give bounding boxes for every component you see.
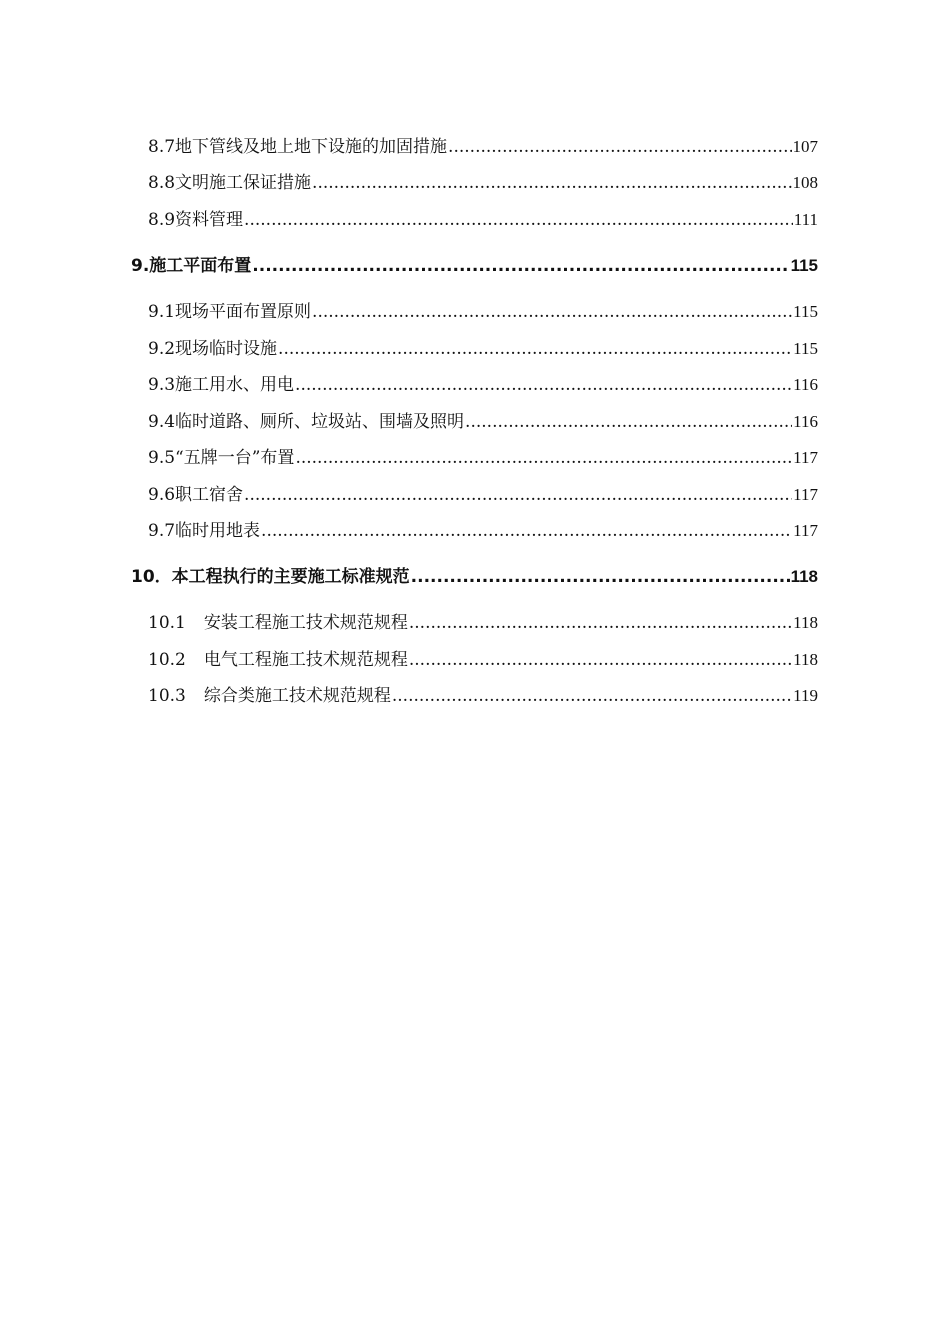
toc-entry-title: 临时道路、厕所、垃圾站、围墙及照明: [175, 412, 465, 432]
toc-entry-page: 107: [792, 137, 818, 156]
toc-entry-number: 10.2: [148, 650, 186, 670]
toc-entry-9-1[interactable]: [148, 301, 818, 323]
toc-entry-9-3[interactable]: [148, 374, 818, 396]
toc-entry-number: 9.5: [148, 448, 176, 468]
toc-entry-page: 115: [793, 339, 818, 358]
toc-entry-title: “五牌一台”布置: [175, 448, 295, 468]
toc-entry-number: 8.9: [148, 210, 176, 230]
toc-dot-leader: [312, 301, 792, 323]
toc-entry-page: 115: [793, 302, 818, 321]
toc-dot-leader: [409, 612, 792, 634]
toc-entry-number: 9.: [131, 256, 150, 276]
toc-entry-page: 118: [793, 613, 818, 632]
toc-entry-number: 9.2: [148, 339, 176, 359]
toc-entry-number: 10．: [131, 567, 172, 587]
toc-entry-title: 施工用水、用电: [175, 375, 295, 395]
toc-entry-title: 本工程执行的主要施工标准规范: [171, 567, 410, 587]
toc-entry-number: 9.4: [148, 412, 176, 432]
toc-entry-10-3[interactable]: [148, 685, 818, 707]
toc-entry-number: 9.1: [148, 302, 176, 322]
toc-entry-number: 8.8: [148, 173, 176, 193]
toc-entry-page: 118: [790, 567, 818, 586]
toc-entry-page: 116: [793, 412, 818, 431]
toc-dot-leader: [295, 447, 792, 469]
toc-dot-leader: [261, 520, 792, 542]
toc-dot-leader: [465, 411, 792, 433]
toc-entry-title: 现场平面布置原则: [175, 302, 312, 322]
toc-entry-8-9[interactable]: [148, 209, 818, 231]
toc-entry-title: 职工宿舍: [175, 485, 244, 505]
toc-entry-title: 文明施工保证措施: [175, 173, 312, 193]
toc-entry-9[interactable]: [131, 255, 818, 277]
toc-entry-title: 临时用地表: [175, 521, 261, 541]
toc-dot-leader: [252, 255, 789, 277]
toc-entry-page: 117: [793, 485, 818, 504]
toc-entry-page: 116: [793, 375, 818, 394]
toc-entry-page: 117: [793, 448, 818, 467]
toc-dot-leader: [409, 649, 792, 671]
toc-entry-title: 现场临时设施: [175, 339, 278, 359]
toc-entry-9-7[interactable]: [148, 520, 818, 542]
toc-dot-leader: [244, 484, 792, 506]
toc-entry-title: 电气工程施工技术规范规程: [203, 650, 408, 670]
toc-entry-title: 施工平面布置: [149, 256, 252, 276]
toc-entry-10[interactable]: [131, 566, 818, 588]
toc-entry-9-2[interactable]: [148, 338, 818, 360]
toc-entry-page: 111: [793, 210, 818, 229]
toc-entry-page: 118: [793, 650, 818, 669]
toc-dot-leader: [392, 685, 792, 707]
toc-entry-number: 10.1: [148, 613, 186, 633]
toc-entry-number: 9.3: [148, 375, 176, 395]
toc-entry-number: 10.3: [148, 686, 186, 706]
toc-entry-8-8[interactable]: [148, 172, 818, 194]
toc-entry-number: 9.6: [148, 485, 176, 505]
toc-entry-9-6[interactable]: [148, 484, 818, 506]
toc-entry-title: 地下管线及地上地下设施的加固措施: [175, 137, 448, 157]
toc-entry-number: 8.7: [148, 137, 176, 157]
toc-dot-leader: [411, 566, 790, 588]
toc-dot-leader: [244, 209, 793, 231]
toc-entry-9-4[interactable]: [148, 411, 818, 433]
toc-entry-8-7[interactable]: [148, 136, 818, 158]
toc-entry-9-5[interactable]: [148, 447, 818, 469]
toc-entry-title: 资料管理: [175, 210, 244, 230]
toc-entry-page: 108: [792, 173, 818, 192]
toc-entry-page: 119: [793, 686, 818, 705]
toc-entry-10-2[interactable]: [148, 649, 818, 671]
toc-entry-page: 115: [790, 256, 818, 275]
toc-dot-leader: [295, 374, 792, 396]
toc-entry-title: 综合类施工技术规范规程: [203, 686, 391, 706]
toc-entry-number: 9.7: [148, 521, 176, 541]
toc-dot-leader: [278, 338, 792, 360]
toc-dot-leader: [448, 136, 791, 158]
toc-dot-leader: [312, 172, 791, 194]
toc-entry-page: 117: [793, 521, 818, 540]
toc-entry-title: 安装工程施工技术规范规程: [203, 613, 408, 633]
toc-entry-10-1[interactable]: [148, 612, 818, 634]
